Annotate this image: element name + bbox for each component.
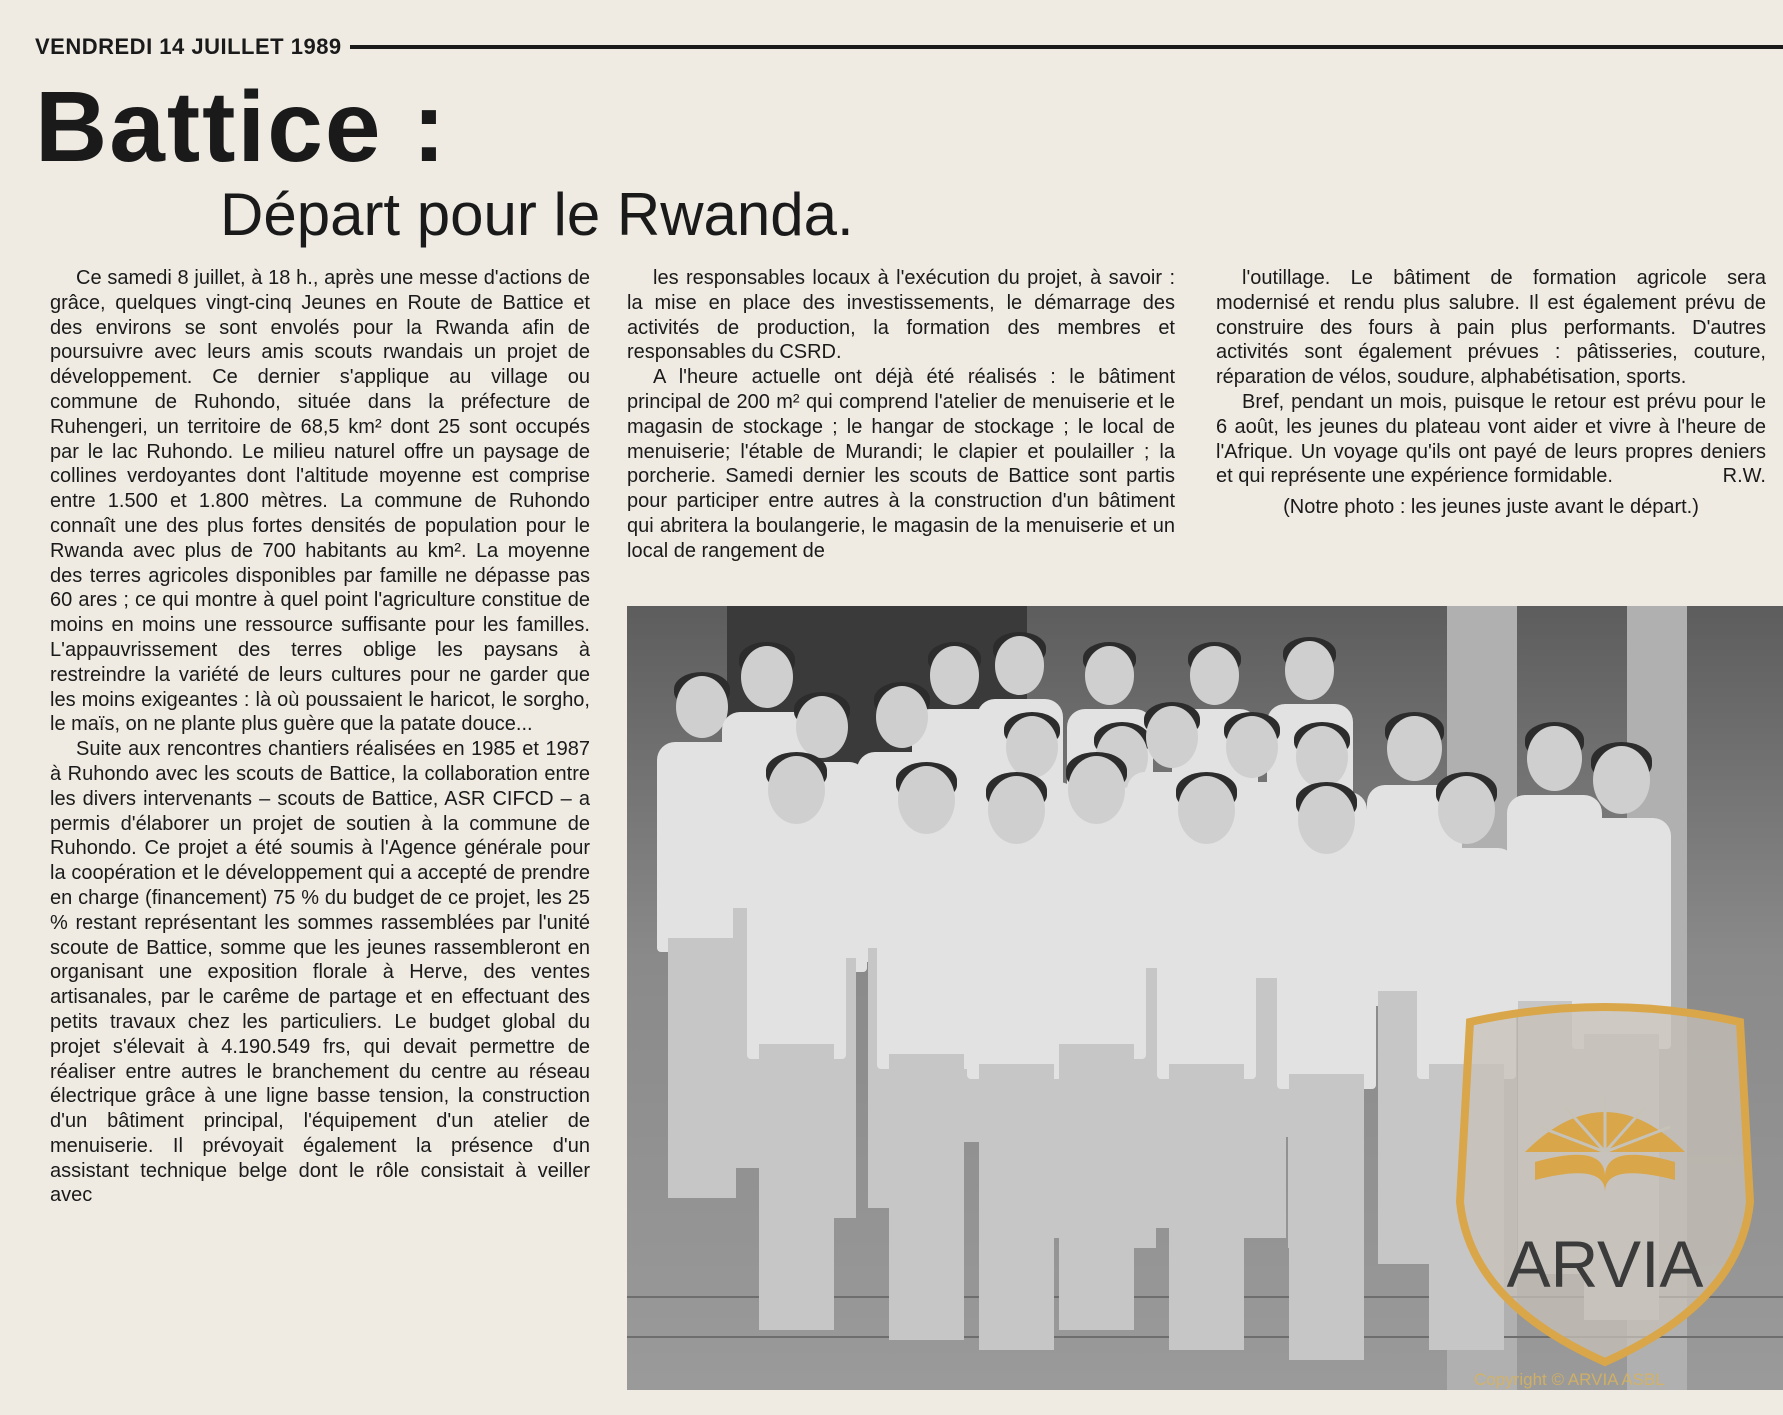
person-head	[1387, 716, 1442, 781]
article-title: Battice :	[35, 71, 448, 183]
person-head	[988, 776, 1045, 844]
person-head	[1527, 726, 1582, 791]
person-legs	[668, 938, 736, 1198]
person-legs	[1289, 1074, 1364, 1360]
logo-text: ARVIA	[1506, 1227, 1704, 1301]
article-column-3	[1216, 266, 1766, 520]
person-head	[1190, 646, 1239, 705]
person-body	[1157, 848, 1256, 1079]
paragraph: A l'heure actuelle ont déjà été réalisés : le bâtiment principal de 200 m² qui comprend l'atelier de menuiserie et le magasin de stockage ; le hangar de stockage ; le local de menuiserie; l'étable de Murandi; le clapier et poulailler ; la porcherie. Samedi dernier les scouts de Battice sont partis pour participer entre autres à la construction d'un bâtiment qui abritera la boulangerie, le magasin de la menuiserie et un local de rangement de	[627, 366, 1175, 562]
person-body	[1047, 828, 1146, 1059]
article-subtitle: Départ pour le Rwanda.	[220, 181, 854, 248]
person-body	[877, 838, 976, 1069]
arvia-logo	[1440, 1002, 1770, 1368]
person-head	[1068, 756, 1125, 824]
person-legs	[979, 1064, 1054, 1350]
person-legs	[1169, 1064, 1244, 1350]
paragraph: l'outillage. Le bâtiment de formation agricole sera modernisé et rendu plus salubre. Il est également prévu de construire des fours à pain plus performants. D'autres activités sont également prévues : pâtisseries, couture, réparation de vélos, soudure, alphabétisation, sports.	[1216, 267, 1766, 389]
paragraph	[1216, 390, 1766, 489]
person-legs	[1059, 1044, 1134, 1330]
issue-date: VENDREDI 14 JUILLET 1989	[35, 34, 342, 59]
person-head	[676, 676, 728, 738]
paragraph-text: Bref, pendant un mois, puisque le retour est prévu pour le 6 août, les jeunes du plateau vont aider et vivre à l'heure de l'Afrique. Un voyage qu'ils ont payé de leurs propres deniers et qui représente une expérience formidable.	[1216, 390, 1766, 488]
article-column-1	[50, 266, 590, 1208]
person-head	[1146, 706, 1198, 768]
person-head	[768, 756, 825, 824]
person-head	[1006, 716, 1058, 778]
masthead-rule	[350, 45, 1783, 49]
person-head	[995, 636, 1044, 695]
person-head	[898, 766, 955, 834]
paragraph: Suite aux rencontres chantiers réalisées en 1985 et 1987 à Ruhondo avec les scouts de Battice, la collaboration entre les divers intervenants – scouts de Battice, ASR CIFCD – a permis d'élaborer un projet de soutien à la commune de Ruhondo. Ce projet a été soumis à l'Agence générale pour la coopération et le développement qui a accepté de prendre en charge (financement) 75 % du budget de ce projet, les 25 % restant représentant les sommes rassemblées par l'unité scoute de Battice, somme que les jeunes rassembleront en organisant une exposition florale à Herve, des ventes artisanales, par le carême de partage et en effectuant des petits travaux chez les particuliers. Le budget global du projet s'élevait à 4.190.549 frs, qui devait permettre de réaliser entre autres le branchement du centre au réseau électrique grâce à une ligne basse tension, la construction d'un bâtiment principal, l'équipement d'un atelier de menuiserie. Il prévoyait également la présence d'un assistant technique belge dont le rôle consistait à veiller avec	[50, 738, 590, 1207]
photo-caption: (Notre photo : les jeunes juste avant le départ.)	[1283, 496, 1699, 519]
author-signature: R.W.	[1722, 465, 1766, 488]
person-head	[1178, 776, 1235, 844]
person-head	[876, 686, 928, 748]
person-head	[796, 696, 848, 758]
person-head	[1085, 646, 1134, 705]
person-body	[747, 828, 846, 1059]
person-legs	[759, 1044, 834, 1330]
person-head	[1298, 786, 1355, 854]
person-head	[930, 646, 979, 705]
person-head	[1285, 641, 1334, 700]
person-head	[1593, 746, 1650, 814]
paragraph: Ce samedi 8 juillet, à 18 h., après une messe d'actions de grâce, quelques vingt-cinq Jeunes en Route de Battice et des environs se sont envolés pour la Rwanda afin de poursuivre avec leurs amis scouts rwandais un projet de développement. Ce dernier s'applique au village ou commune de Ruhondo, située dans la préfecture de Ruhengeri, un territoire de 68,5 km² dont 25 sont occupés par le lac Ruhondo. Le milieu naturel offre un paysage de collines verdoyantes dont l'altitude moyenne est comprise entre 1.500 et 1.800 mètres. La commune de Ruhondo connaît une des plus fortes densités de population pour le Rwanda avec plus de 700 habitants au km². La moyenne des terres agricoles disponibles par famille ne dépasse pas 60 ares ; ce qui montre à quel point l'agriculture constitue de moins en moins une ressource suffisante pour les familles. L'appauvrissement des terres oblige les paysans à restreindre la variété de leurs cultures pour ne garder que les moins exigeantes : là où poussaient le haricot, le sorgho, le maïs, on ne plante plus guère que la patate douce...	[50, 267, 590, 736]
person-body	[1277, 858, 1376, 1089]
paragraph: les responsables locaux à l'exécution du projet, à savoir : la mise en place des investissements, le démarrage des activités de production, la formation des membres et responsables du CSRD.	[627, 267, 1175, 364]
person-head	[741, 646, 793, 708]
person-legs	[889, 1054, 964, 1340]
article-column-2	[627, 266, 1175, 564]
person-head	[1226, 716, 1278, 778]
copyright-notice: Copyright © ARVIA ASBL	[1474, 1370, 1665, 1389]
person-head	[1296, 726, 1348, 788]
masthead	[35, 30, 1783, 64]
person-head	[1438, 776, 1495, 844]
